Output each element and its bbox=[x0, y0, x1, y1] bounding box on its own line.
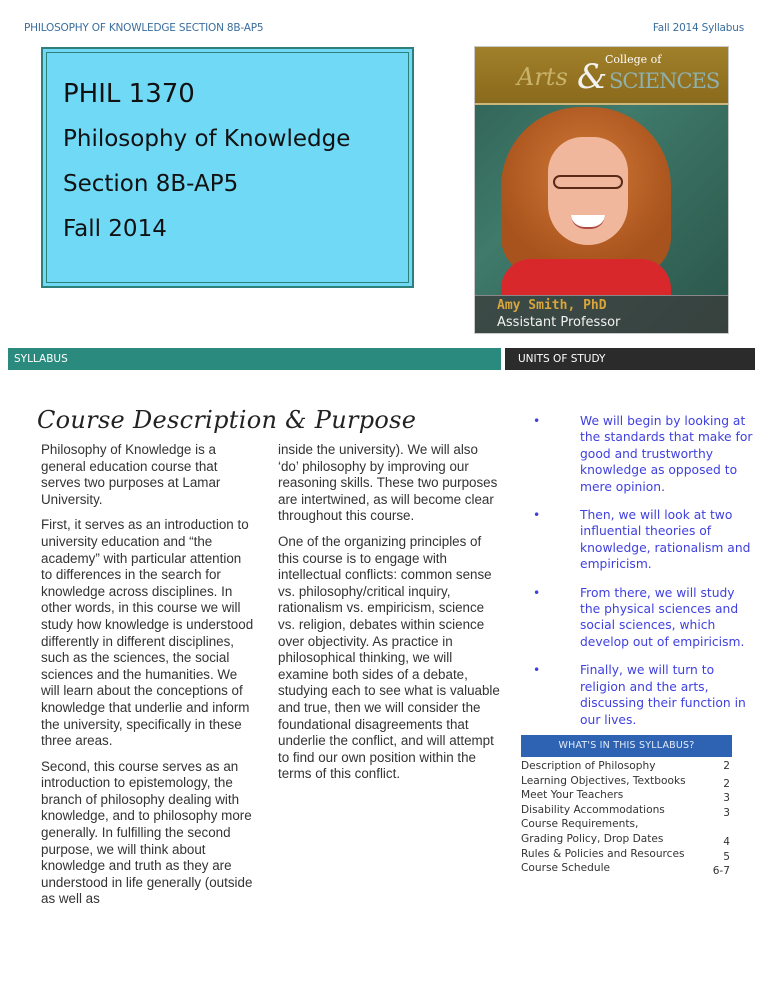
description-column-1 bbox=[41, 442, 256, 917]
running-header-term: Fall 2014 Syllabus bbox=[652, 22, 744, 34]
running-header-title: PHILOSOPHY OF KNOWLEDGE SECTION 8B-AP5 bbox=[24, 22, 264, 34]
course-name: Philosophy of Knowledge bbox=[63, 126, 351, 152]
list-item: • We will begin by looking at the standards that make for good and trustworthy knowledge as opposed to mere opinion. bbox=[533, 414, 753, 494]
toc-row: Course Schedule 6-7 bbox=[521, 862, 730, 878]
list-item: • From there, we will study the physical sciences and social sciences, which develop out of empiricism. bbox=[533, 585, 745, 649]
college-logo-arts: Arts bbox=[517, 63, 568, 91]
course-code: PHIL 1370 bbox=[63, 79, 195, 109]
description-column-2 bbox=[278, 442, 500, 792]
paragraph: inside the university). We will also ‘do’ philosophy by improving our reasoning skills. These two purposes are intertwined, as will become clear throughout this course. bbox=[278, 442, 498, 524]
instructor-name: Amy Smith, PhD bbox=[497, 298, 607, 313]
toc-rows bbox=[521, 759, 732, 876]
list-item: • Finally, we will turn to religion and the arts, discussing their function in our lives. bbox=[533, 663, 746, 727]
paragraph: First, it serves as an introduction to university education and “the academy” with particular attention to differences in the search for knowledge across disciplines. In other words, in this course we will study how knowledge is understood differently in different disciplines, such as the sciences, the social sciences and the humanities. We will learn about the conceptions of knowledge that underlie and inform the university, specifically in these three areas. bbox=[41, 517, 254, 749]
bullet-icon: • bbox=[533, 414, 541, 428]
toc-row: Rules & Policies and Resources 5 bbox=[521, 847, 730, 863]
paragraph: Second, this course serves as an introduction to epistemology, the branch of philosophy dealing with knowledge, and to philosophy more generally. In fulfilling the second purpose, we will think about knowledge and truth as they are understood in life generally (outside as well as bbox=[41, 758, 253, 907]
list-item: • Then, we will look at two influential theories of knowledge, rationalism and empiricism. bbox=[533, 508, 751, 572]
units-of-study-bar: UNITS OF STUDY bbox=[505, 348, 755, 370]
college-logo-sciences: SCIENCES bbox=[609, 69, 720, 93]
instructor-caption bbox=[475, 295, 728, 334]
running-header bbox=[24, 22, 744, 38]
toc-row: Disability Accommodations 3 bbox=[521, 803, 730, 819]
college-logo-college-of: College of bbox=[605, 53, 662, 66]
instructor-role: Assistant Professor bbox=[497, 315, 621, 330]
toc-row: Course Requirements, bbox=[521, 818, 639, 831]
paragraph: One of the organizing principles of this course is to engage with intellectual conflicts: common sense vs. philosophy/critical inquiry, rationalism vs. empiricism, science vs. religion, debates within science over objectivity. As practice in philosophical thinking, we will examine both sides of a debate, studying each to see what is valuable and true, then we will consider the foundational disagreements that underlie the conflict, and will attempt to find our own position within the terms of this conflict. bbox=[278, 533, 500, 782]
paragraph: Philosophy of Knowledge is a general education course that serves two purposes at Lamar University. bbox=[41, 442, 221, 507]
toc-header: WHAT'S IN THIS SYLLABUS? bbox=[521, 735, 732, 757]
toc-row: Learning Objectives, Textbooks 2 bbox=[521, 774, 730, 790]
instructor-photo bbox=[501, 107, 671, 295]
instructor-portrait bbox=[474, 46, 729, 334]
course-title-box bbox=[41, 47, 414, 288]
section-title: Course Description & Purpose bbox=[37, 406, 417, 434]
syllabus-section-bar: SYLLABUS bbox=[8, 348, 501, 370]
units-of-study-list bbox=[533, 413, 755, 740]
toc-row: Grading Policy, Drop Dates 4 bbox=[521, 832, 730, 848]
bullet-icon: • bbox=[533, 585, 541, 600]
college-banner bbox=[475, 47, 728, 105]
toc-row: Description of Philosophy 2 bbox=[521, 760, 730, 772]
course-section: Section 8B-AP5 bbox=[63, 171, 239, 197]
toc-row: Meet Your Teachers 3 bbox=[521, 789, 730, 805]
table-of-contents bbox=[521, 735, 732, 876]
college-logo-ampersand: & bbox=[577, 57, 608, 97]
bullet-icon: • bbox=[533, 508, 541, 523]
course-term: Fall 2014 bbox=[63, 216, 167, 242]
bullet-icon: • bbox=[533, 663, 541, 678]
